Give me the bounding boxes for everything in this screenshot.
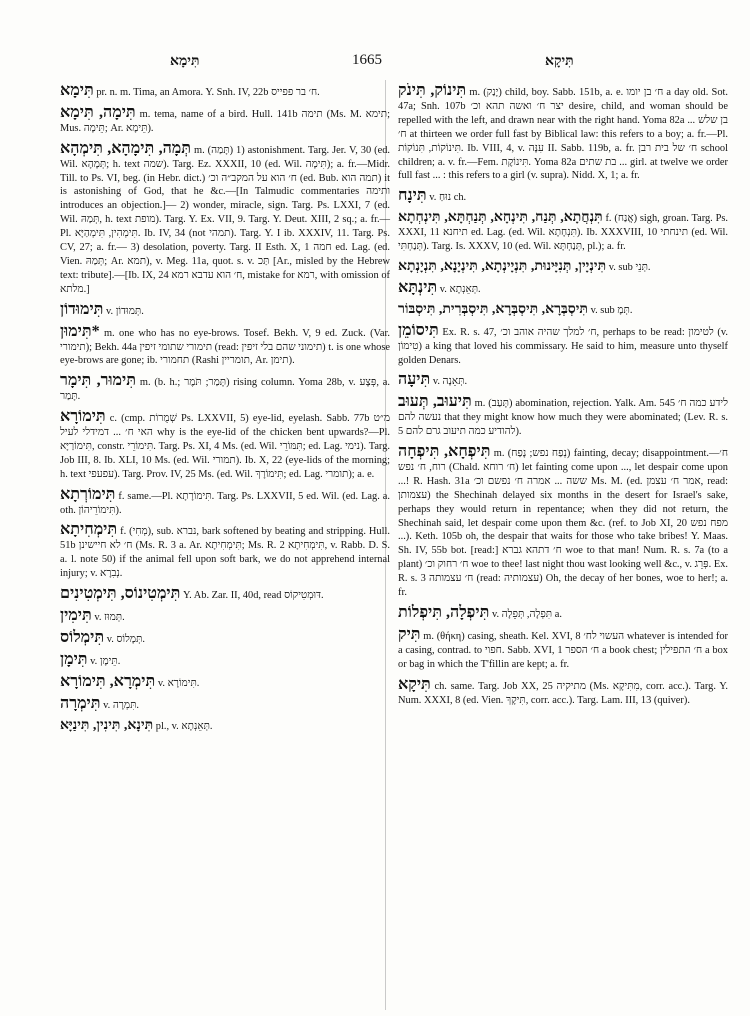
- entry-headword: תִּיסְבְּרָא, תִּיסְבְּרָא, תִּיסְבְּרִית, תִּיסְבּוֹר: [398, 301, 588, 317]
- entry-definition: v. נוּחַ ch.: [426, 192, 467, 204]
- dictionary-entry: [60, 587, 390, 603]
- entry-headword: תִּימוּר, תִּימָר: [60, 372, 136, 390]
- running-head-right: תִּיקָא: [545, 54, 574, 69]
- entry-headword: תְּמָה, תִּימָהָא, תִּימְהָא: [60, 139, 192, 157]
- entry-definition: ch. same. Targ. Job XX, 25 מתיקיה (Ms. מִתִּיקָא, corr. acc.). Targ. Y. Num. XXXI, 8 (ed. Vien. תִּיקָךְ, corr. acc.). Targ. Lam. III, 13 (quiver).: [398, 680, 728, 706]
- entry-headword: תִּימוֹרְתָא: [60, 485, 116, 503]
- entry-definition: v. תִּמְרָה.: [100, 699, 140, 711]
- entry-definition: v. תְּאֵנָה.: [430, 376, 468, 388]
- entry-definition: v. תְּמוּז.: [91, 612, 125, 623]
- dictionary-entry: [60, 719, 390, 734]
- entry-headword: תִּינְתָּא: [398, 278, 438, 296]
- entry-definition: f. (מְחִי), sub. נברא, bark softened by beating and stripping. Hull. 51b ח׳ לא חיישינן (Ms. R. 3 a. Ar. תִּימְחִיתָא; Ms. R. 2 תִּימְחִיתָא, v. Rabb. D. S. a. l. note 50) if the animal fell upon soft bark, we do not apprehend internal injury; v. נְבִרָא.: [60, 526, 390, 580]
- entry-headword: תִּיסוֹמֵן: [398, 321, 439, 339]
- dictionary-entry: [398, 211, 728, 254]
- dictionary-entry: [398, 278, 728, 297]
- entry-headword: תִּימוֹרָא: [60, 408, 106, 426]
- dictionary-entry: [60, 672, 390, 691]
- entry-headword: תִּימִין: [60, 607, 92, 624]
- entry-definition: c. (cmp. שְׁמֻרוֹת Ps. LXXVII, 5) eye-lid, eyelash. Sabb. 77b מ״ט האי ח׳ ... דמידלי לעיל why is the eye-lid of the chicken bent upwards?—Pl. תִּימוֹרַיָּא, constr. תִּימוֹרֵי. Targ. Ps. XI, 4 Ms. (ed. Wil. תִּמּוֹרֵי; ed. Lag. נימי). Targ. Job III, 8. Ib. XLI, 10 Ms. (ed. Wil. תמורי). Ib. X, 22 (eye-lids of the morning; h. text עפעפי). Targ. Prov. IV, 25 Ms. (ed. Wil. תִּימוֹרָךְ; ed. Lag. תומרי); a. e.: [60, 413, 391, 480]
- dictionary-entry: [60, 139, 391, 297]
- dictionary-entry: [398, 321, 728, 368]
- entry-definition: m. one who has no eye-brows. Tosef. Bekh. V, 9 ed. Zuck. (Var. תימורי); Bekh. 44a תימורי שתומי זיפין (read: תימוני שהם בלי זיפין) t. is one whose eye-brows are gone; ib. תחמורי (Rashi תומריין, Ar. תימן).: [60, 327, 391, 367]
- entry-headword: תִּימְרָה: [60, 694, 101, 712]
- dictionary-entry: [398, 625, 729, 672]
- entry-definition: m. tema, name of a bird. Hull. 141b תימה (Ms. M. תימא; Mus. תֵּימָה; Ar. תֵּימָא).: [60, 108, 390, 134]
- entry-headword: תִּימְרָא, תִּימוֹרָא: [60, 672, 156, 690]
- entry-definition: pr. n. m. Tima, an Amora. Y. Snh. IV, 22b ח׳ בר פפייס.: [93, 87, 320, 98]
- entry-headword: תִּיקָא: [398, 675, 431, 693]
- entry-definition: v. תִּפְלָה, תְּפֵלָה a.: [489, 609, 562, 620]
- entry-definition: f. same.—Pl. תִּימוֹרָתָא. Targ. Ps. LXXVII, 5 ed. Wil. (ed. Lag. a. oth. תִּימוֹרֵיהוֹן).: [60, 490, 390, 516]
- running-head: [0, 50, 750, 74]
- running-head-left: תִּימָא: [170, 54, 200, 69]
- entry-definition: m. (θήκη) casing, sheath. Kel. XVI, 8 העשוי לח׳ whatever is intended for a casing, contrad. to חפוי. Sabb. XVI, 1 ח׳ הספר a book chest; ח׳ התפילין a box or bag in which the T'fillin are kept; a. fr.: [398, 630, 729, 670]
- entry-definition: m. (נְפַח נפש; נָפַח) fainting, decay; disappointment.—ח׳ רוח, ח׳ נפש (Chald. ח׳ רוחא) let fainting come upon ..., let despair come upon ...! R. Hash. 31a ששה ... אמרה ח׳ נפשם וכ׳ Ms. M. (ed. אמר ח׳ עצמן, read: עצמותן) the Shechinah delayed six months in the desert for Israel's sake, perhaps they would return in repentance; when they did not return, the Shechinah said, let despair come upon them &c. (ref. to Job XI, 20 מפח נפש ...). Keth. 105b oh, the despair that waits for those who take bribes! Y. Maas. Sh. IV, 55b bot. [read:] ח׳ דתהא גברא woe to that man! Num. R. s. 7a (to a plant) ח׳ רחוק וכ׳ woe to thee! last night thou wast looking well &c., v. פְּרֵג. Ex. R. s. 3 ח׳ עצמותה (read: עצמותיה) Oh, the decay of her bones, woe to her!; a. fr.: [398, 448, 729, 599]
- entry-definition: Y. Ab. Zar. II, 40d, read דּוּמְטִיקוֹס.: [180, 590, 324, 602]
- dictionary-entry: [60, 322, 391, 369]
- entry-headword: תִּינְיָין, תְּנִיָּינוּת, תִּנְיָינְתָא, תִּינְיָנָא, תִּנְיָנְתָא: [398, 258, 607, 274]
- dictionary-entry: [60, 410, 390, 482]
- left-column: [60, 84, 390, 739]
- dictionary-entry: [60, 374, 390, 404]
- entry-headword: תִּימְחִיתָא: [60, 521, 118, 539]
- entry-definition: v. תְּמוּדוֹן.: [103, 305, 144, 317]
- entry-definition: v. תִּימוֹרָא.: [155, 677, 200, 689]
- entry-definition: v. תְּמָלוֹס.: [104, 633, 145, 645]
- right-column: [398, 84, 728, 713]
- dictionary-entry: [60, 84, 390, 100]
- dictionary-entry: [60, 485, 390, 518]
- entry-headword: תִּימוּדוֹן: [60, 300, 104, 318]
- entry-definition: v. sub תְּנֵי.: [606, 261, 651, 273]
- entry-headword: תִּימְטִינוֹס, תִּימְטִינִים: [60, 585, 181, 603]
- entry-definition: v. תֵּימָן.: [87, 655, 121, 667]
- entry-definition: m. (b. h.; תָּמַר; תֹּמֶר) rising column. Yoma 28b, v. פְּצָע, a. תָּמַר.: [60, 377, 391, 403]
- dictionary-entry: [398, 303, 728, 318]
- entry-definition: f. (אֲנַח) sigh, groan. Targ. Ps. XXXI, 11 תיחנא ed. Lag. (ed. Wil. תִּנְחָתָא). Ib. XXXVIII, 10 תינחתי (ed. Wil. תְּנַחְתִּי). Targ. Is. XXXV, 10 (ed. Wil. תְּנַחְתָּא, pl.); a. fr.: [398, 213, 728, 253]
- dictionary-entry: [398, 606, 728, 622]
- dictionary-entry: [60, 523, 390, 581]
- dictionary-entry: [398, 395, 728, 439]
- entry-headword: תִּינָח: [398, 187, 427, 205]
- page-number: 1665: [352, 52, 382, 68]
- entry-headword: תִּיפְחָא, תִּיפְחָה: [398, 443, 491, 461]
- entry-definition: Ex. R. s. 47, ח׳ למלך שהיה אוהב וכ׳, perhaps to be read: לטימון (v. טִימוֹן) a king that loved his commissary. He said to him, measure unto thyself golden Denars.: [398, 326, 728, 366]
- dictionary-entry: [60, 609, 390, 625]
- entry-headword: תִּינָא, תִּינִין, תִּינַיָּא: [60, 717, 154, 733]
- dictionary-entry: [398, 260, 728, 275]
- entry-headword: תִּיעוּב, תְּעוּב: [398, 393, 472, 411]
- dictionary-entry: [398, 189, 728, 205]
- dictionary-entry: [60, 694, 390, 713]
- entry-headword: תִּיק: [398, 625, 421, 643]
- entry-definition: pl., v. תְּאֵנְתָא.: [153, 720, 213, 732]
- entry-headword: תִּימָן: [60, 650, 88, 668]
- entry-definition: v. תְּאֵנְתָא.: [437, 283, 481, 295]
- dictionary-entry: [398, 373, 728, 389]
- dictionary-entry: [398, 445, 728, 600]
- dictionary-entry: [398, 84, 728, 183]
- dictionary-entry: [60, 628, 390, 647]
- entry-headword: תִּימָא: [60, 82, 94, 99]
- dictionary-entry: [60, 300, 390, 319]
- entry-definition: m. (תָּעַב) abomination, rejection. Yalk. Am. 545 לידע כמה ח׳ נעשה להם that they might know how much they were abominated; (Lev. R. s. 5 להודיע כמה תיעוב גרם להם).: [398, 398, 729, 438]
- entry-definition: v. sub תְּמָ.: [587, 304, 633, 316]
- entry-headword: תִּימְלוֹס: [60, 628, 105, 646]
- dictionary-entry: [60, 103, 390, 136]
- entry-headword: תִּינוֹק, תִּינֹק: [398, 82, 467, 99]
- entry-headword: תִּימָה, תִּימָא: [60, 103, 136, 121]
- entry-definition: m. (יָנַק) child, boy. Sabb. 151b, a. e. ח׳ בן יומו a day old. Sot. 47a; Snh. 107b יצר ח׳ ואשה תהא וכ׳ desire, child, and woman should be repelled with the left, and drawn near with the right hand. Yoma 82a בן שלש ... ח׳ at thirteen we order full fast by Biblical law: this refers to a boy; a. fr.—Pl. תִּינוֹקוֹת, תִּנוֹקוֹת. Ib. VIII, 4, v. עִנָּה II. Sabb. 119b, a. fr. ח׳ של בית רבן school children; a. v. fr.—Fem. תִּינוֹקֶת. Yoma 82a בת שתים ... girl. at twelve we order full fast ... : this refers to a girl (v. supra). Nidd. X, 1; a. fr.: [398, 87, 729, 182]
- entry-headword: תִּנְחֲתָא, תְּנַח, תִּינְחָא, תְּנַחְתָּא, תִּינְחְתָא: [398, 210, 603, 226]
- entry-headword: תִּיפְלָה, תִּיפְלוֹת: [398, 604, 490, 621]
- dictionary-entry: [398, 675, 728, 708]
- entry-headword: *תִּימוּן: [60, 322, 100, 340]
- entry-headword: תִּיעָה: [398, 371, 431, 389]
- entry-definition: m. (תָּמַה) 1) astonishment. Targ. Jer. V, 30 (ed. Wil. תְּמָהָא; h. text שמה). Targ. Ez. XXXII, 10 (ed. Wil. תִּימָה); a. fr.—Midr. Till. to Ps. VI, beg. (in Hebr. dict.) ח׳ הוא על המקב״ה וכ׳ (ed. Bub. תמה הוא) it is astonishing of God, that he &c.—[In Talmudic commentaries ותימה introduces an objection.]— 2) wonder, miracle, sign. Targ. Ps. LXXI, 7 (ed. Wil. תְּמַהּ, h. text מופת). Targ. Y. Ex. VII, 9. Targ. Y. Deut. XIII, 2 sq.; a. fr.—Pl. תִּימְהִין, תִּימְהַיָּא. Ib. IV, 34 (not תמהי). Targ. Y. I ib. XXXIV, 11. Targ. Ps. CV, 27; a. fr.— 3) desolation, poverty. Targ. II Esth. X, 1 חמה ed. Lag. (ed. Vien. תְּמַהּ; Ar. תמא), v. Meg. 11a, quot. s. v. תַּכ [Ar., misled by the Hebrew text: tribute].—[Ib. IX, 24 ח׳ הוא עדבא רמא, mistake for רמא, with omission of מלתא.]: [60, 144, 391, 295]
- dictionary-entry: [60, 650, 390, 669]
